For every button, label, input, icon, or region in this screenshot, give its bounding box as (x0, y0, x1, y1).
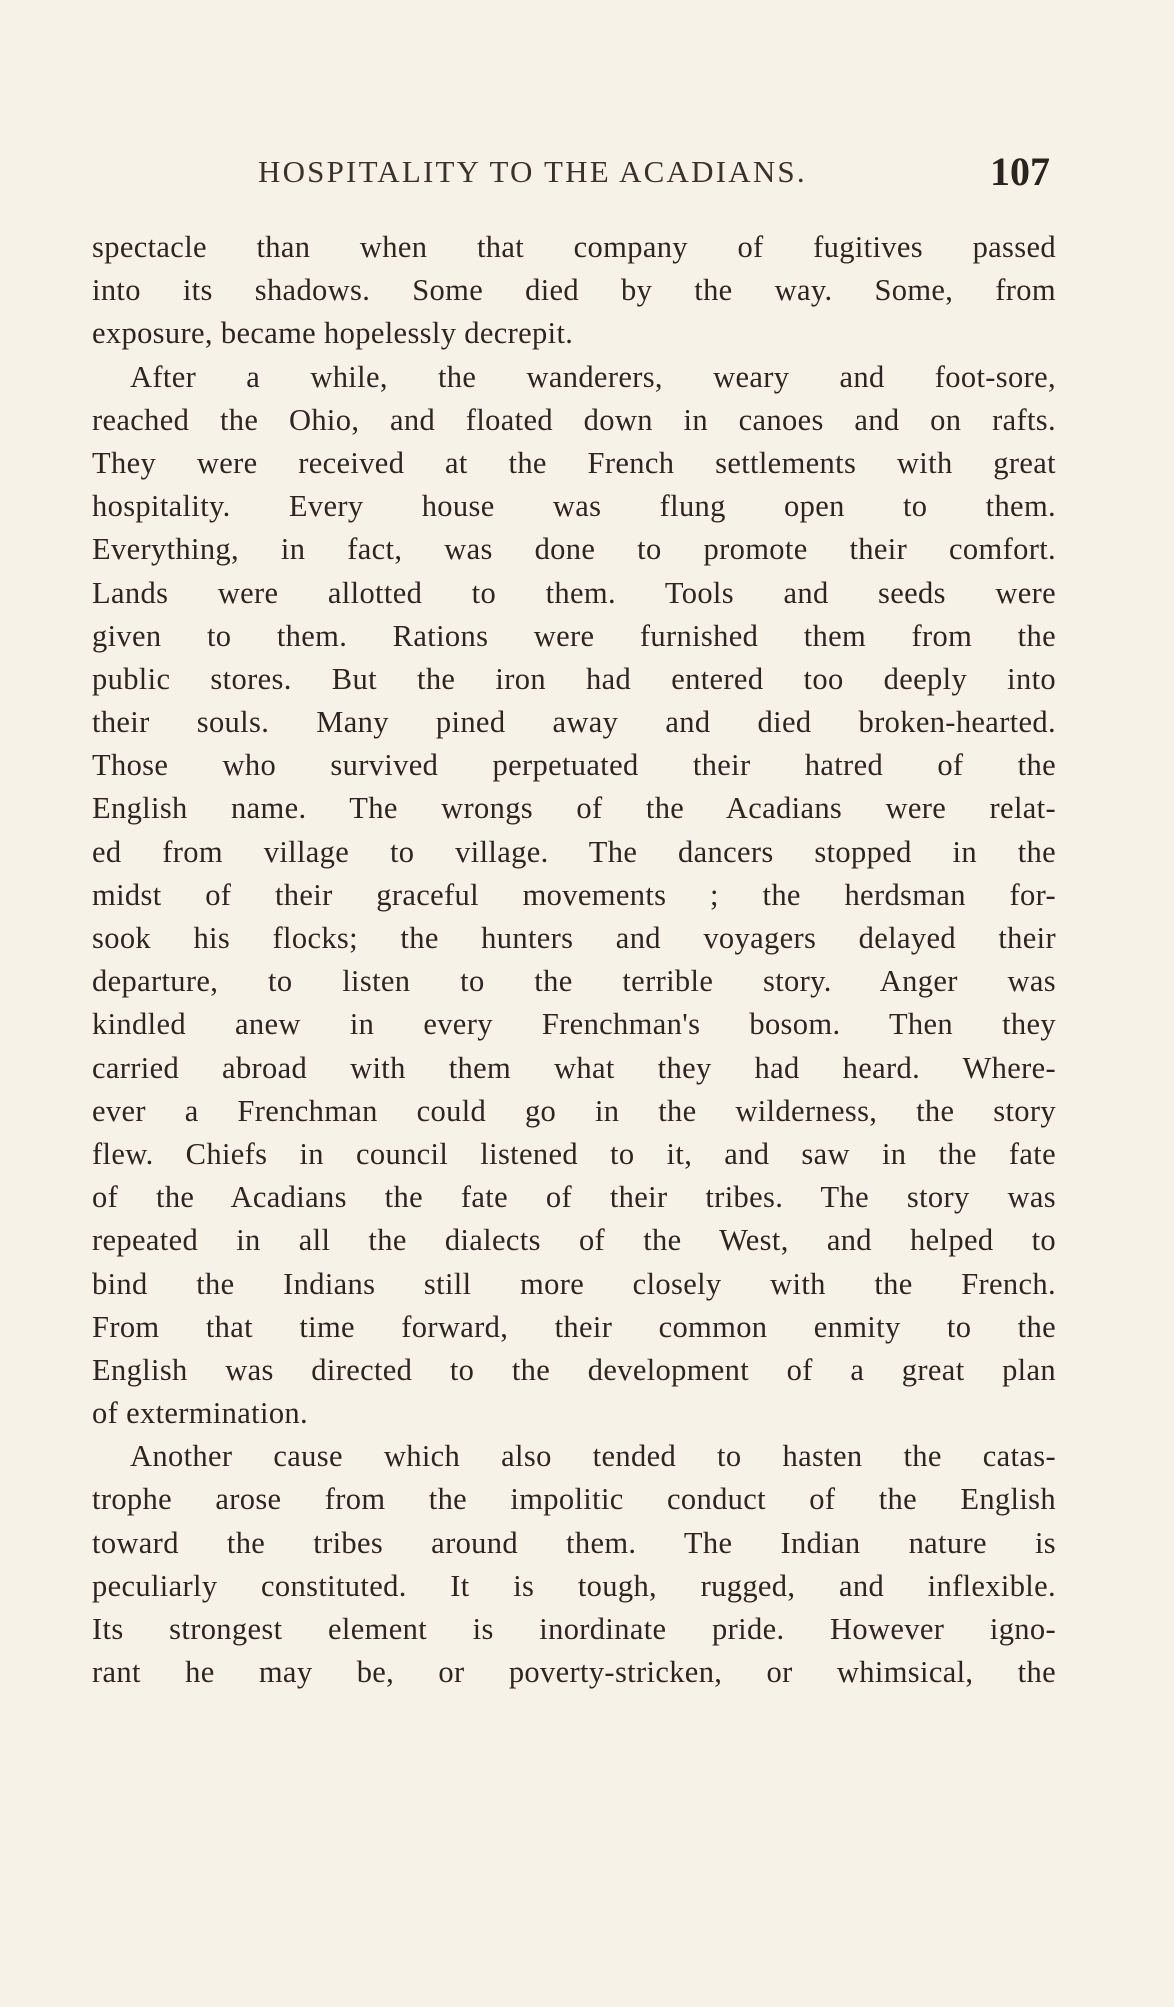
text-line: Its strongest element is inordinate pride. However igno- (92, 1612, 1056, 1646)
page-number: 107 (990, 149, 1050, 194)
text-line: peculiarly constituted. It is tough, rugged, and inflexible. (92, 1568, 1056, 1603)
text-line: English name. The wrongs of the Acadians were relat- (92, 791, 1056, 826)
text-line: trophe arose from the impolitic conduct of the English (92, 1482, 1056, 1517)
text-line: After a while, the wanderers, weary and foot-sore, (130, 359, 1056, 394)
text-line: public stores. But the iron had entered too deeply into (92, 661, 1056, 696)
text-line: Everything, in fact, was done to promote their comfort. (92, 532, 1056, 567)
text-line: departure, to listen to the terrible story. Anger was (92, 964, 1056, 999)
text-line: hospitality. Every house was flung open to them. (92, 489, 1056, 524)
text-line: given to them. Rations were furnished them from the (92, 618, 1056, 653)
text-line: English was directed to the development of a great plan (92, 1352, 1056, 1387)
text-line: reached the Ohio, and floated down in canoes and on rafts. (92, 402, 1056, 437)
text-line: rant he may be, or poverty-stricken, or whimsical, the (92, 1655, 1056, 1690)
text-line: exposure, became hopelessly decrepit. (92, 316, 574, 351)
text-line: carried abroad with them what they had heard. Where- (92, 1050, 1056, 1085)
text-line: midst of their graceful movements ; the herdsman for- (92, 877, 1056, 912)
running-head: HOSPITALITY TO THE ACADIANS. (258, 154, 807, 189)
text-line: spectacle than when that company of fugitives passed (92, 230, 1056, 264)
text-line: of extermination. (92, 1396, 308, 1431)
text-line: their souls. Many pined away and died broken-hearted. (92, 705, 1056, 740)
text-line: Another cause which also tended to hasten the catas- (130, 1439, 1056, 1474)
text-line: toward the tribes around them. The Indian nature is (92, 1525, 1056, 1560)
text-line: bind the Indians still more closely with the French. (92, 1266, 1056, 1301)
text-line: Lands were allotted to them. Tools and seeds were (92, 575, 1056, 610)
text-line: flew. Chiefs in council listened to it, and saw in the fate (92, 1136, 1056, 1171)
text-line: repeated in all the dialects of the West, and helped to (92, 1223, 1056, 1258)
text-line: of the Acadians the fate of their tribes. The story was (92, 1180, 1056, 1215)
page-header (92, 148, 1056, 198)
text-line: ever a Frenchman could go in the wilderness, the story (92, 1093, 1056, 1128)
text-line: ed from village to village. The dancers stopped in the (92, 834, 1056, 869)
text-line: Those who survived perpetuated their hatred of the (92, 748, 1056, 783)
body-text (92, 226, 1056, 1694)
text-line: sook his flocks; the hunters and voyagers delayed their (92, 921, 1056, 955)
text-line: They were received at the French settlements with great (92, 445, 1056, 480)
text-line: From that time forward, their common enmity to the (92, 1309, 1056, 1344)
text-line: into its shadows. Some died by the way. Some, from (92, 273, 1056, 308)
text-line: kindled anew in every Frenchman's bosom. Then they (92, 1007, 1056, 1042)
